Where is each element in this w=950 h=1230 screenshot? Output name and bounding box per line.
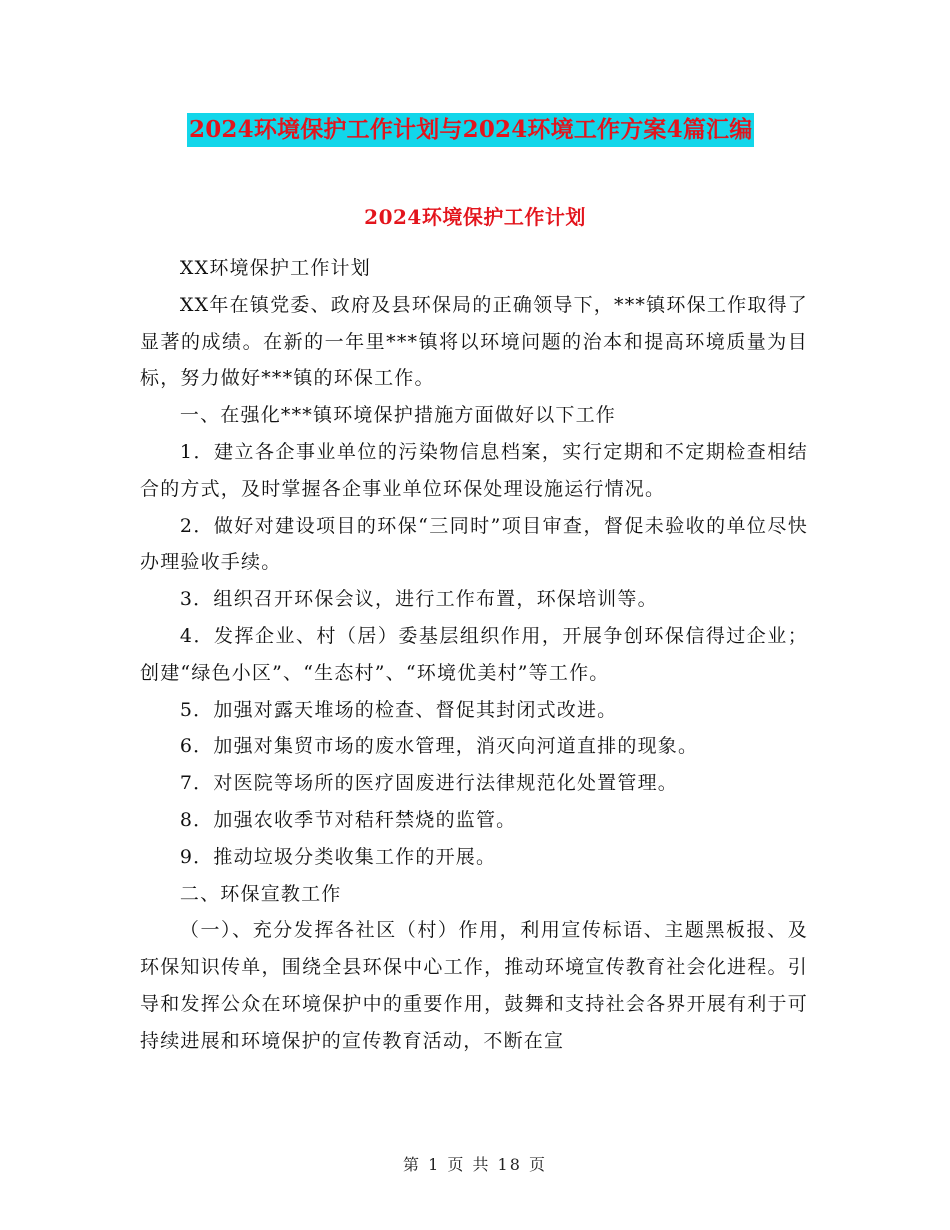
paragraph: 5．加强对露天堆场的检查、督促其封闭式改进。 bbox=[179, 698, 618, 721]
document-title: 2024环境保护工作计划与2024环境工作方案4篇汇编 bbox=[187, 113, 754, 147]
paragraph: 6．加强对集贸市场的废水管理，消灭向河道直排的现象。 bbox=[179, 735, 699, 758]
document-body bbox=[140, 250, 808, 1060]
paragraph: XX环境保护工作计划 bbox=[179, 257, 371, 279]
paragraph: 9．推动垃圾分类收集工作的开展。 bbox=[179, 845, 497, 868]
paragraph: 一、在强化***镇环境保护措施方面做好以下工作 bbox=[179, 404, 616, 427]
paragraph: 8．加强农收季节对秸秆禁烧的监管。 bbox=[179, 808, 517, 831]
paragraph: （一）、充分发挥各社区（村）作用，利用宣传标语、主题黑板报、及环保知识传单，围绕全县环保中心工作，推动环境宣传教育社会化进程。引导和发挥公众在环境保护中的重要作用，鼓舞和支持社会各界开展有利于可持续进展和环境保护的宣传教育活动，不断在宣 bbox=[140, 919, 808, 1052]
section-title: 2024环境保护工作计划 bbox=[364, 205, 586, 229]
paragraph: 7．对医院等场所的医疗固废进行法律规范化处置管理。 bbox=[179, 772, 678, 795]
paragraph: 1．建立各企事业单位的污染物信息档案，实行定期和不定期检查相结合的方式，及时掌握各企事业单位环保处理设施运行情况。 bbox=[140, 440, 808, 500]
paragraph: 二、环保宣教工作 bbox=[179, 882, 342, 905]
paragraph: XX年在镇党委、政府及县环保局的正确领导下，***镇环保工作取得了显著的成绩。在新的一年里***镇将以环境问题的治本和提高环境质量为目标，努力做好***镇的环保工作。 bbox=[140, 293, 808, 390]
page-footer: 第 1 页 共 18 页 bbox=[403, 1155, 547, 1174]
paragraph: 3．组织召开环保会议，进行工作布置，环保培训等。 bbox=[179, 588, 658, 611]
paragraph: 2．做好对建设项目的环保“三同时”项目审查，督促未验收的单位尽快办理验收手续。 bbox=[140, 514, 808, 574]
paragraph: 4．发挥企业、村（居）委基层组织作用，开展争创环保信得过企业；创建“绿色小区”、“生态村”、“环境优美村”等工作。 bbox=[140, 624, 808, 684]
